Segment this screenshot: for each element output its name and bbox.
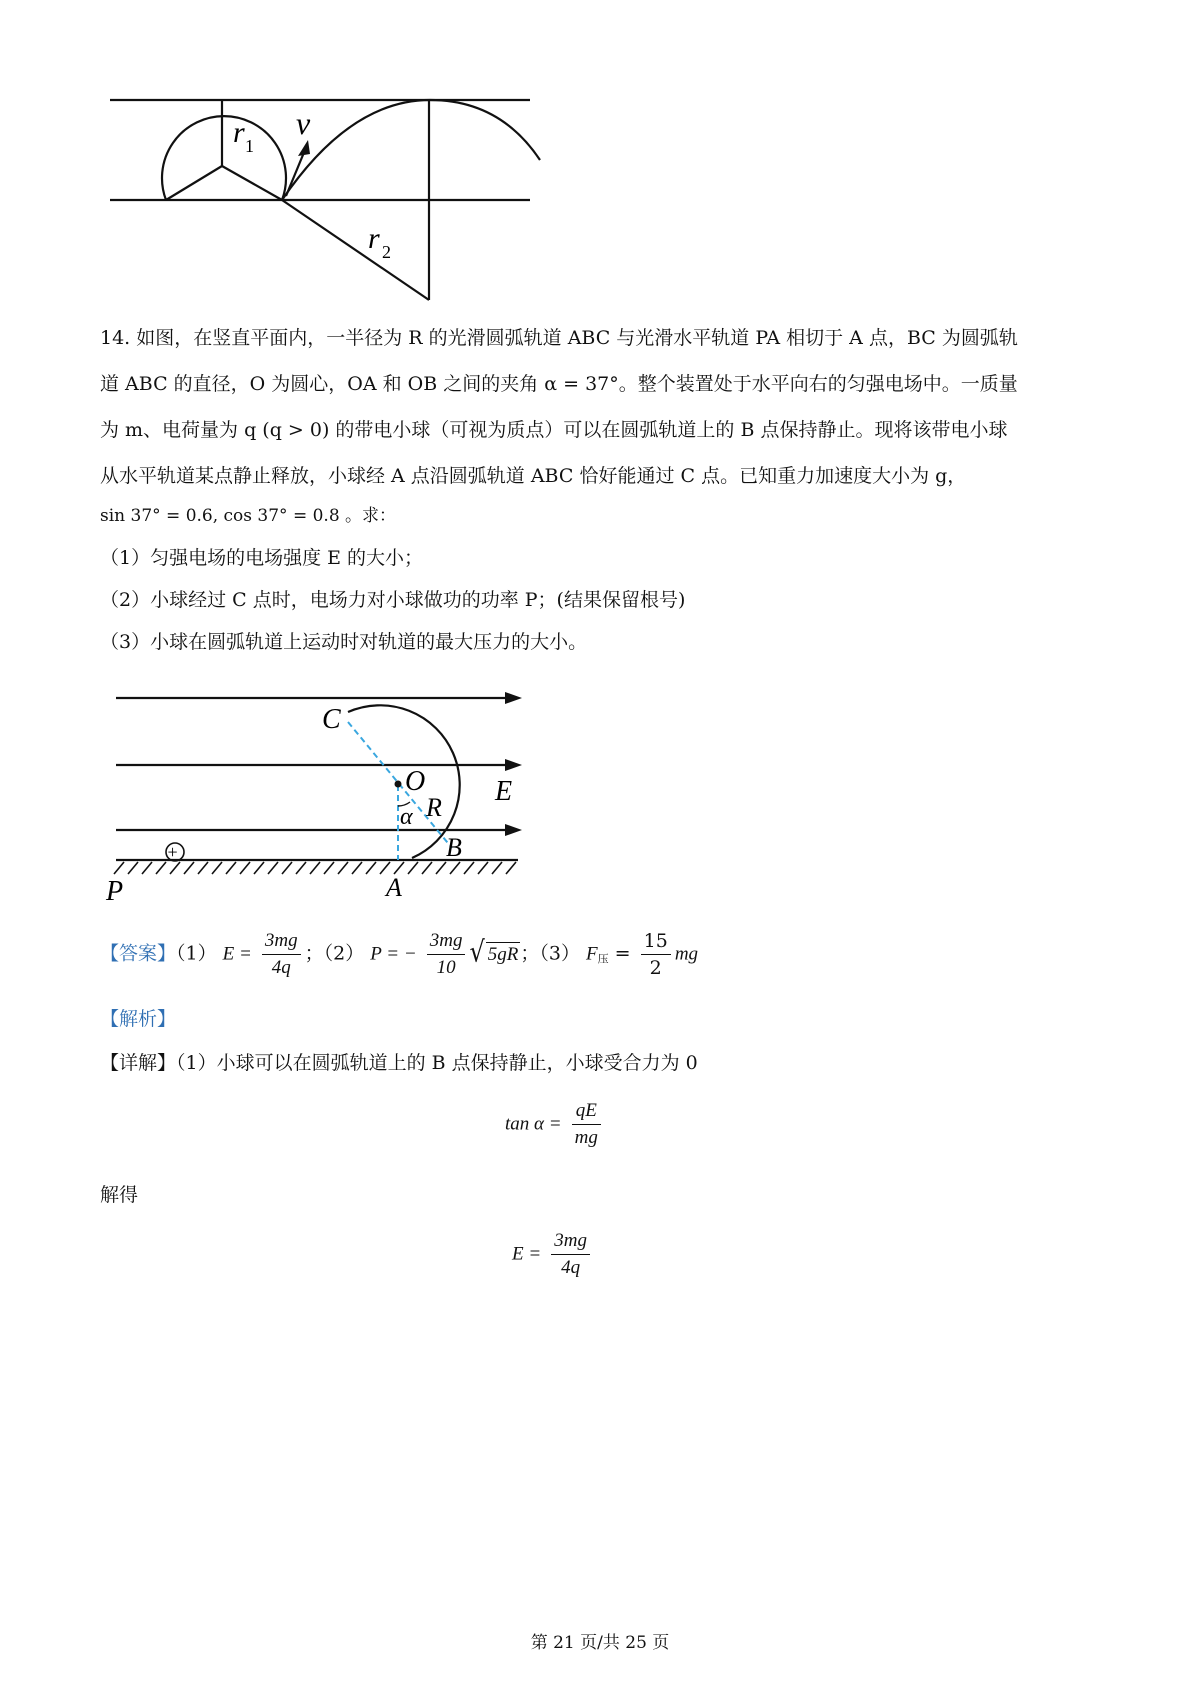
r1-label: r bbox=[233, 116, 245, 149]
question-line-1 bbox=[100, 323, 1120, 353]
analysis-tag: 【解析】 bbox=[100, 1008, 177, 1030]
question-line-2: 道 ABC 的直径，O 为圆心，OA 和 OB 之间的夹角 α = 37°。整个装置处于水平向右的匀强电场中。一质量 bbox=[100, 373, 1018, 395]
center-O: O bbox=[405, 766, 426, 797]
answer-P-fraction: $\frac{3mg}{10}$ bbox=[427, 928, 466, 981]
radius-R: R bbox=[426, 793, 442, 822]
sub-question-1: （1）匀强电场的电场强度 E 的大小； bbox=[100, 547, 424, 569]
equation-E-fraction: $\frac{3mg}{4q}$ bbox=[551, 1228, 590, 1281]
solve-label: 解得 bbox=[100, 1184, 139, 1206]
detail-text: （1）小球可以在圆弧轨道上的 B 点保持静止，小球受合力为 0 bbox=[176, 1052, 698, 1074]
figure-magnetic-field-orbits bbox=[100, 90, 560, 320]
answer-E-fraction: $\frac{3mg}{4q}$ bbox=[262, 928, 301, 981]
point-P: P bbox=[106, 876, 124, 907]
sub-question-3: （3）小球在圆弧轨道上运动时对轨道的最大压力的大小。 bbox=[100, 631, 588, 653]
answer-sep-2: ；（3） bbox=[520, 942, 580, 965]
v-label: v bbox=[296, 105, 311, 141]
sub-question-2: （2）小球经过 C 点时，电场力对小球做功的功率 P；(结果保留根号) bbox=[100, 589, 686, 611]
answer-F-fraction: $\frac{15}{2}$ bbox=[641, 928, 671, 981]
charge-sign: + bbox=[167, 842, 178, 862]
question-line-3: 为 m、电荷量为 q (q > 0) 的带电小球（可视为质点）可以在圆弧轨道上的 B 点保持静止。现将该带电小球 bbox=[100, 419, 1008, 441]
point-B: B bbox=[446, 833, 462, 862]
point-A: A bbox=[386, 873, 402, 902]
r1-subscript: 1 bbox=[245, 136, 254, 156]
answer-F-lhs: F bbox=[586, 943, 598, 965]
answer-P-root: 5gR bbox=[487, 943, 519, 965]
detail-tag: 【详解】 bbox=[100, 1052, 177, 1074]
equation-tan: tan α = $\frac{qE}{mg}$ bbox=[505, 1098, 605, 1151]
question-number: 14. bbox=[100, 327, 131, 349]
page-footer: 第 21 页/共 25 页 bbox=[530, 1633, 670, 1653]
answer-line: 【答案】（1） E = $\frac{3mg}{4q}$ ；（2） P = − $\frac{3mg}{10}$ √ 5gR ；（3） $F_压$ = $\frac{15}{2}$ mg bbox=[100, 930, 699, 979]
answer-F-sub: 压 bbox=[597, 952, 609, 966]
question-text-1: 如图，在竖直平面内，一半径为 R 的光滑圆弧轨道 ABC 与光滑水平轨道 PA 相切于 A 点，BC 为圆弧轨 bbox=[136, 327, 1018, 349]
question-block bbox=[100, 323, 1120, 657]
answer-P-lhs: P = − bbox=[370, 943, 417, 965]
answer-sep-1: ；（2） bbox=[304, 942, 365, 965]
point-C: C bbox=[322, 704, 341, 735]
answer-F-tail: mg bbox=[674, 943, 699, 965]
equation-tan-fraction: $\frac{qE}{mg}$ bbox=[572, 1098, 601, 1151]
answer-part-1: （1） bbox=[176, 942, 217, 965]
figure-circular-track-electric-field bbox=[100, 690, 540, 910]
r2-label: r bbox=[368, 222, 380, 255]
answer-F-eq: = bbox=[614, 942, 631, 965]
answer-E-lhs: E = bbox=[222, 943, 252, 965]
answer-tag: 【答案】 bbox=[100, 942, 177, 965]
equation-E: E = $\frac{3mg}{4q}$ bbox=[512, 1228, 594, 1281]
question-line-5: sin 37° = 0.6, cos 37° = 0.8 。求： bbox=[100, 506, 397, 526]
angle-alpha: α bbox=[400, 804, 413, 830]
question-line-4: 从水平轨道某点静止释放，小球经 A 点沿圆弧轨道 ABC 恰好能通过 C 点。已知重力加速度大小为 g， bbox=[100, 465, 967, 487]
detail-line bbox=[100, 1048, 698, 1078]
field-E: E bbox=[495, 776, 513, 807]
r2-subscript: 2 bbox=[382, 242, 391, 262]
